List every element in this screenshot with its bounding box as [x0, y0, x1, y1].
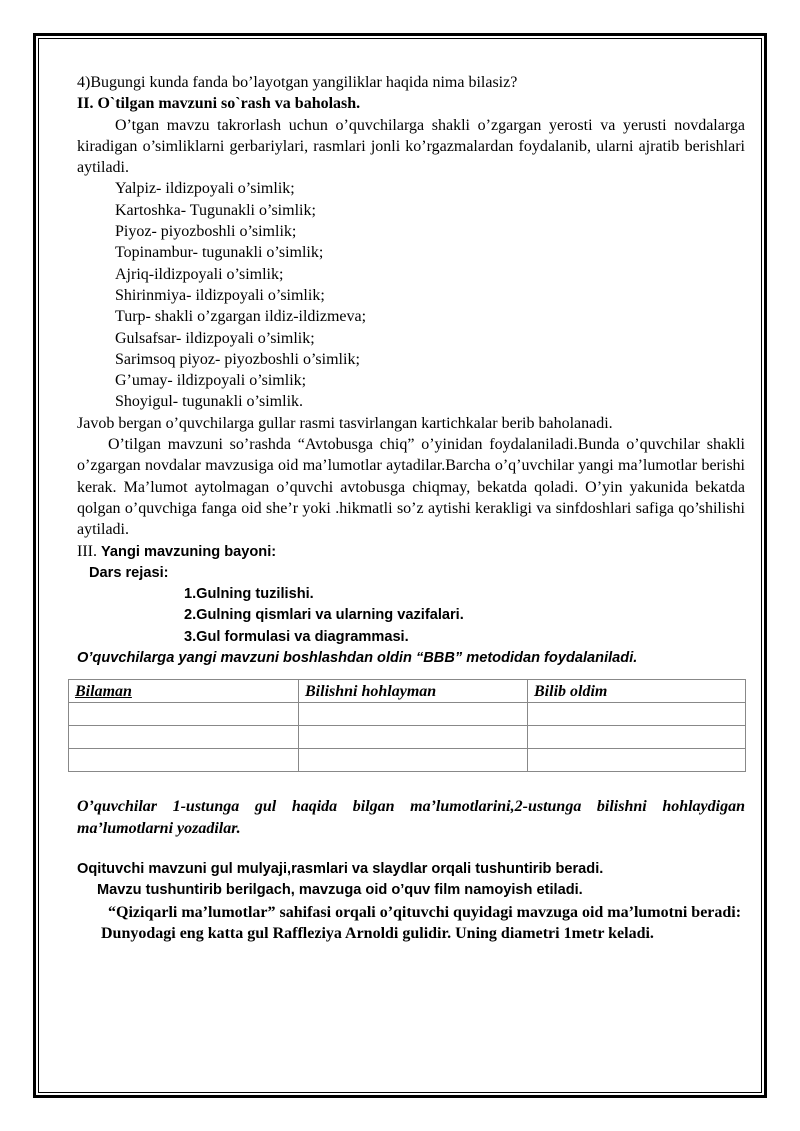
table-cell[interactable]: [69, 726, 299, 749]
plant-item: Turp- shakli o’zgargan ildiz-ildizmeva;: [115, 308, 367, 326]
table-row: [69, 726, 746, 749]
plant-item: Kartoshka- Tugunakli o’simlik;: [115, 201, 316, 219]
plant-item: Sarimsoq piyoz- piyozboshli o’simlik;: [115, 350, 360, 368]
table-cell[interactable]: [69, 703, 299, 726]
table-cell[interactable]: [299, 749, 528, 772]
plant-item: Shirinmiya- ildizpoyali o’simlik;: [115, 286, 325, 304]
rafflesia-paragraph: Dunyodagi eng katta gul Raffleziya Arnoldi gulidir. Uning diametri 1metr keladi.: [101, 924, 654, 942]
table-header-want: Bilishni hohlayman: [299, 680, 528, 703]
plant-list: [77, 178, 745, 412]
game-paragraph: O’tilgan mavzuni so’rashda “Avtobusga chiq” o’yinidan foydalaniladi.Bunda o’quvchilar shakli o’zgargan novdalar mavzusiga oid ma’lumotlar aytadilar.Barcha o’q’uvchilar yangi ma’lumotlar berishi kerak. Ma’lumot aytolmagan o’quvchi avtobusga chiqmay, bekatda qoladi. O’yin yakunida bekatda qolgan o’quvchiga fanga oid she’r yoki .hikmatli so’z aytishi kerakligi va sinfdoshlari safiga qo’shilishi aytiladi.: [77, 436, 745, 539]
table-row: [69, 703, 746, 726]
plant-item: G’umay- ildizpoyali o’simlik;: [115, 372, 307, 390]
table-cell[interactable]: [528, 749, 746, 772]
section-2-paragraph: O’tgan mavzu takrorlash uchun o’quvchilarga shakli o’zgargan yerosti va yerusti novdalarga kiradigan o’simliklarni gerbariylari, rasmlari jonli ko’rgazmalardan foydalanib, ularni ajratib berishlari aytiladi.: [77, 116, 745, 177]
teacher-line: Oqituvchi mavzuni gul mulyaji,rasmlari va slaydlar orqali tushuntirib beradi.: [77, 860, 604, 877]
bbb-table: [68, 679, 746, 772]
lesson-plan-label: Dars rejasi:: [89, 564, 169, 581]
table-cell[interactable]: [299, 726, 528, 749]
table-cell[interactable]: [69, 749, 299, 772]
table-cell[interactable]: [528, 703, 746, 726]
table-header-learned: Bilib oldim: [528, 680, 746, 703]
plant-item: Gulsafsar- ildizpoyali o’simlik;: [115, 329, 315, 347]
lesson-plan-item: 3.Gul formulasi va diagrammasi.: [184, 628, 409, 645]
film-line: Mavzu tushuntirib berilgach, mavzuga oid o’quv film namoyish etiladi.: [97, 882, 583, 899]
table-cell[interactable]: [528, 726, 746, 749]
section-3-number: III.: [77, 542, 97, 560]
plant-item: Ajriq-ildizpoyali o’simlik;: [115, 265, 284, 283]
plant-item: Shoyigul- tugunakli o’simlik.: [115, 393, 304, 411]
table-cell[interactable]: [299, 703, 528, 726]
intro-question: 4)Bugungi kunda fanda bo’layotgan yangiliklar haqida nima bilasiz?: [77, 74, 518, 91]
bbb-intro: O’quvchilarga yangi mavzuni boshlashdan oldin “BBB” metodidan foydalaniladi.: [77, 650, 638, 667]
facts-paragraph: “Qiziqarli ma’lumotlar” sahifasi orqali o’qituvchi quyidagi mavzuga oid ma’lumotni beradi:: [108, 903, 742, 921]
grading-line: Javob bergan o’quvchilarga gullar rasmi tasvirlangan kartichkalar berib baholanadi.: [77, 414, 613, 432]
document-body: [77, 72, 745, 944]
section-3-title: Yangi mavzuning bayoni:: [100, 543, 277, 560]
plant-item: Yalpiz- ildizpoyali o’simlik;: [115, 180, 295, 198]
plant-item: Topinambur- tugunakli o’simlik;: [115, 244, 324, 262]
plant-item: Piyoz- piyozboshli o’simlik;: [115, 223, 297, 241]
section-2-heading: II. O`tilgan mavzuni so`rash va baholash.: [77, 95, 361, 113]
section-3-heading: [77, 541, 745, 563]
columns-instruction: O’quvchilar 1-ustunga gul haqida bilgan ma’lumotlarini,2-ustunga bilishni hohlaydigan ma’lumotlarni yozadilar.: [77, 798, 745, 837]
lesson-plan-item: 1.Gulning tuzilishi.: [184, 586, 314, 603]
table-row: [69, 749, 746, 772]
table-header-know: Bilaman: [69, 680, 299, 703]
lesson-plan-item: 2.Gulning qismlari va ularning vazifalari.: [184, 607, 464, 624]
table-header-row: [69, 680, 746, 703]
